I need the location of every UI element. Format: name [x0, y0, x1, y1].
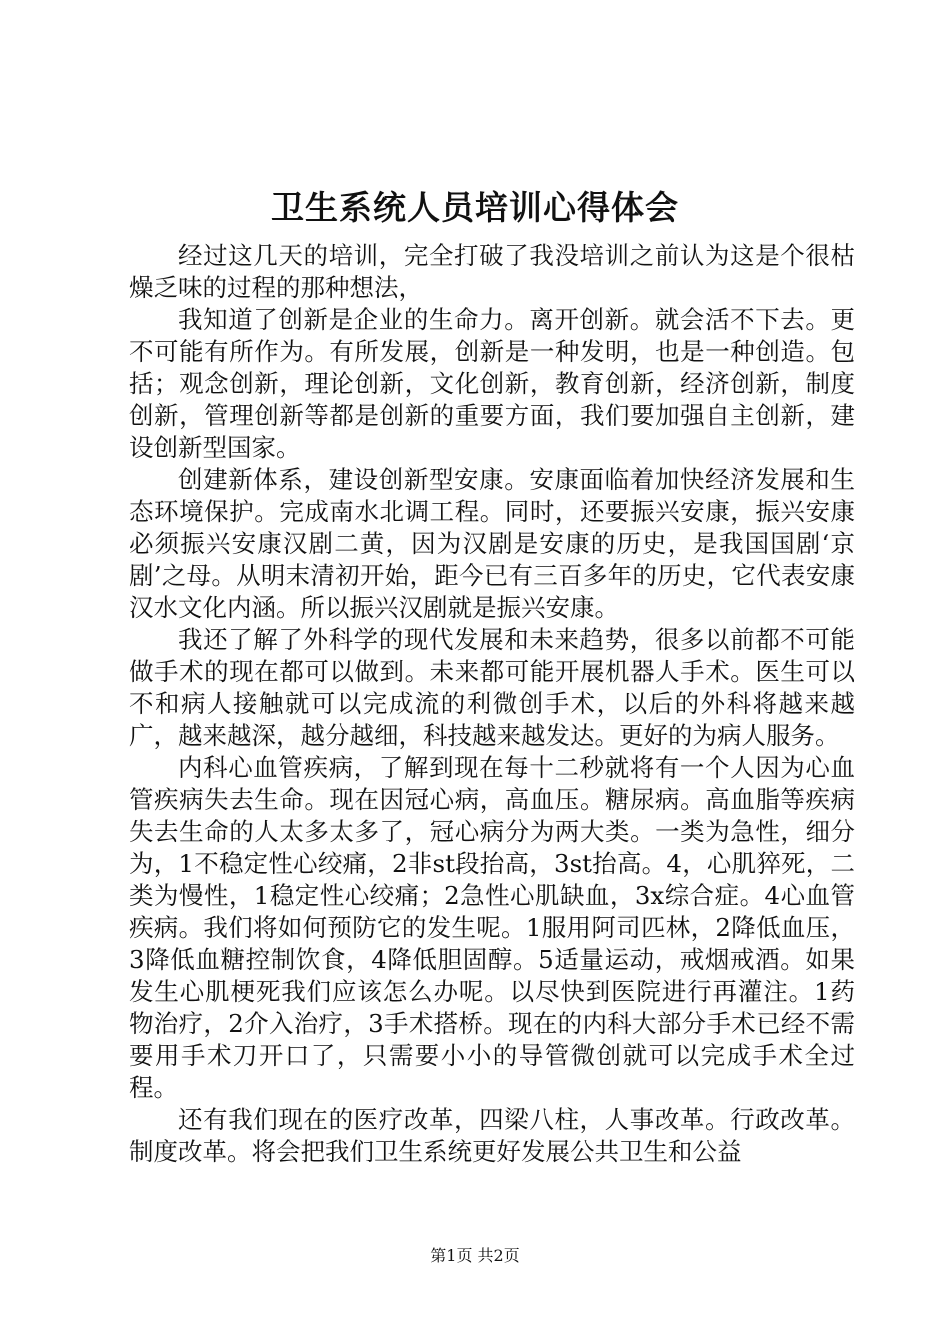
paragraph: 我知道了创新是企业的生命力。离开创新。就会活不下去。更不可能有所作为。有所发展，创新是一种发明，也是一种创造。包括；观念创新，理论创新，文化创新，教育创新，经济创新，制度创新，管理创新等都是创新的重要方面，我们要加强自主创新，建设创新型国家。	[129, 305, 855, 462]
paragraph: 还有我们现在的医疗改革，四梁八柱，人事改革。行政改革。制度改革。将会把我们卫生系统更好发展公共卫生和公益	[129, 1105, 855, 1166]
paragraph: 我还了解了外科学的现代发展和未来趋势，很多以前都不可能做手术的现在都可以做到。未来都可能开展机器人手术。医生可以不和病人接触就可以完成流的利微创手术，以后的外科将越来越广，越来越深，越分越细，科技越来越发达。更好的为病人服务。	[129, 625, 855, 750]
paragraph: 创建新体系，建设创新型安康。安康面临着加快经济发展和生态环境保护。完成南水北调工程。同时，还要振兴安康，振兴安康必须振兴安康汉剧二黄，因为汉剧是安康的历史，是我国国剧‘京剧’之母。从明末清初开始，距今已有三百多年的历史，它代表安康汉水文化内涵。所以振兴汉剧就是振兴安康。	[129, 465, 855, 622]
paragraph: 内科心血管疾病，了解到现在每十二秒就将有一个人因为心血管疾病失去生命。现在因冠心病，高血压。糖尿病。高血脂等疾病失去生命的人太多太多了，冠心病分为两大类。一类为急性，细分为，1不稳定性心绞痛，2非st段抬高，3st抬高。4，心肌猝死，二类为慢性，1稳定性心绞痛；2急性心肌缺血，3x综合症。4心血管疾病。我们将如何预防它的发生呢。1服用阿司匹林，2降低血压，3降低血糖控制饮食，4降低胆固醇。5适量运动，戒烟戒酒。如果发生心肌梗死我们应该怎么办呢。以尽快到医院进行再灌注。1药物治疗，2介入治疗，3手术搭桥。现在的内科大部分手术已经不需要用手术刀开口了，只需要小小的导管微创就可以完成手术全过程。	[129, 753, 855, 1102]
paragraph: 经过这几天的培训，完全打破了我没培训之前认为这是个很枯燥乏味的过程的那种想法，	[129, 241, 855, 302]
document-title: 卫生系统人员培训心得体会	[271, 188, 679, 227]
page-footer: 第1页 共2页	[430, 1246, 520, 1265]
document-body	[129, 240, 855, 1168]
